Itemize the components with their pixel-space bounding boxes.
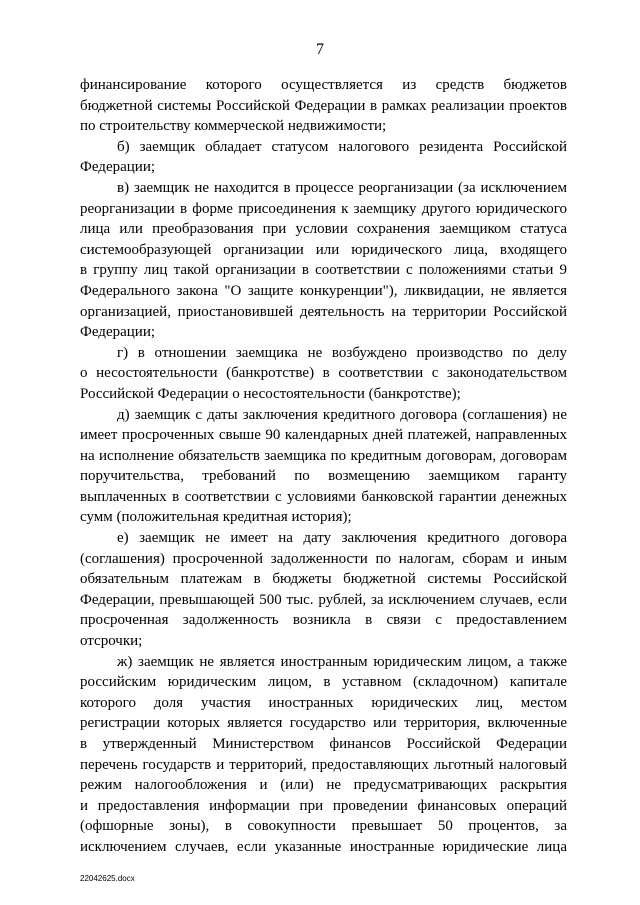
text-line: лица или преобразования при условии сохранения заемщиком статуса: [80, 221, 567, 238]
text-line: о несостоятельности (банкротстве) в соответствии с законодательством: [80, 365, 567, 382]
text-line: системообразующей организации или юридического лица, входящего: [80, 241, 567, 258]
text-line: (соглашения) просроченной задолженности по налогам, сборам и иным: [80, 550, 567, 567]
text-line: Российской Федерации о несостоятельности (банкротстве);: [80, 385, 461, 402]
text-line: имеет просроченных свыше 90 календарных дней платежей, направленных: [80, 427, 567, 444]
text-line: в) заемщик не находится в процессе реорганизации (за исключением: [117, 179, 567, 196]
text-line: режим налогообложения и (или) не предусматривающих раскрытия: [80, 777, 567, 794]
text-line: сумм (положительная кредитная история);: [80, 509, 352, 526]
text-line: регистрации которых является государство или территория, включенные: [80, 715, 567, 732]
text-line: обязательным платежам в бюджеты бюджетной системы Российской: [80, 571, 567, 588]
text-line: д) заемщик с даты заключения кредитного договора (соглашения) не: [117, 406, 567, 423]
text-line: б) заемщик обладает статусом налогового резидента Российской: [117, 138, 567, 155]
text-line: исключением случаев, если указанные иностранные юридические лица: [80, 838, 567, 855]
text-line: Федерации;: [80, 324, 156, 341]
text-line: Федерации;: [80, 159, 156, 176]
text-line: перечень государств и территорий, предоставляющих льготный налоговый: [80, 756, 567, 773]
page-number: 7: [316, 41, 324, 58]
document-body: [80, 75, 567, 858]
text-line: в утвержденный Министерством финансов Российской Федерации: [80, 736, 567, 752]
text-line: бюджетной системы Российской Федерации в рамках реализации проектов: [80, 97, 567, 114]
text-line: по строительству коммерческой недвижимости;: [80, 118, 387, 135]
text-line: реорганизации в форме присоединения к заемщику другого юридического: [80, 200, 567, 217]
text-line: выплаченных в соответствии с условиями банковской гарантии денежных: [80, 488, 567, 505]
text-line: (офшорные зоны), в совокупности превышает 50 процентов, за: [80, 818, 567, 835]
text-line: просроченная задолженность возникла в связи с предоставлением: [80, 612, 567, 629]
footer-filename: 22042625.docx: [80, 874, 135, 883]
text-line: г) в отношении заемщика не возбуждено производство по делу: [117, 344, 567, 361]
text-line: е) заемщик не имеет на дату заключения кредитного договора: [117, 530, 567, 547]
text-line: российским юридическим лицом, в уставном (складочном) капитале: [80, 674, 567, 691]
text-line: в группу лиц такой организации в соответствии с положениями статьи 9: [80, 262, 567, 279]
text-line: ж) заемщик не является иностранным юридическим лицом, а также: [117, 653, 567, 670]
text-line: на исполнение обязательств заемщика по кредитным договорам, договорам: [80, 447, 567, 464]
text-line: которого доля участия иностранных юридических лиц, местом: [80, 694, 567, 711]
text-line: Федерации, превышающей 500 тыс. рублей, за исключением случаев, если: [80, 591, 567, 608]
text-line: поручительства, требований по возмещению заемщиком гаранту: [80, 468, 567, 485]
text-line: и предоставления информации при проведении финансовых операций: [80, 797, 567, 814]
text-line: финансирование которого осуществляется из средств бюджетов: [80, 77, 567, 93]
text-line: Федерального закона "О защите конкуренции"), ликвидации, не является: [80, 282, 567, 299]
text-line: отсрочки;: [80, 633, 143, 650]
text-line: организацией, приостановившей деятельность на территории Российской: [80, 303, 567, 320]
